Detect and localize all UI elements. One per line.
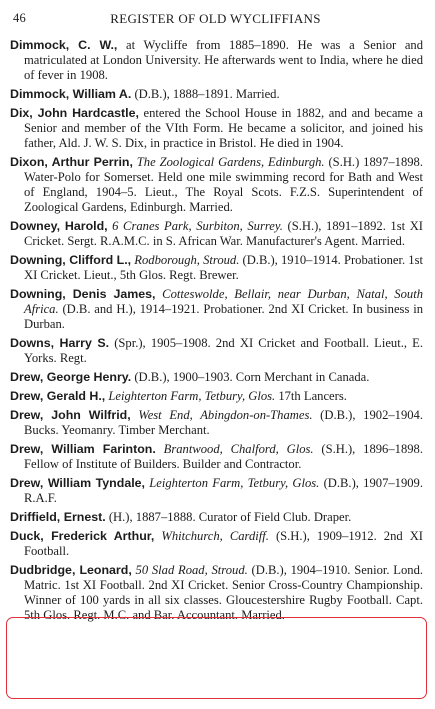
- entry-address: Whitchurch, Cardiff.: [154, 529, 269, 543]
- entry-name: Dixon, Arthur Perrin,: [10, 155, 133, 169]
- page-number: 46: [13, 11, 27, 25]
- entry-details: (D.B.), 1888–1891. Married.: [131, 87, 280, 101]
- page-header: [10, 11, 421, 29]
- register-entry: [10, 510, 423, 525]
- entry-details: (D.B.), 1900–1903. Corn Merchant in Canada.: [131, 370, 370, 384]
- register-entry: [10, 155, 423, 215]
- register-entry: [10, 253, 423, 283]
- register-entry: [10, 38, 423, 83]
- entry-details: (S.H.), 1896–1898. Fellow of Institute of Builders. Builder and Contractor.: [24, 442, 423, 471]
- entry-name: Drew, William Tyndale,: [10, 476, 145, 490]
- entry-name: Drew, William Farinton.: [10, 442, 156, 456]
- entry-address: Leighterton Farm, Tetbury, Glos.: [105, 389, 276, 403]
- entry-name: Drew, George Henry.: [10, 370, 132, 384]
- entry-address: Leighterton Farm, Tetbury, Glos.: [145, 476, 320, 490]
- entry-details: (S.H.), 1891–1892. 1st XI Cricket. Sergt. R.A.M.C. in S. African War. Manufacturer's Agent. Married.: [24, 219, 423, 248]
- entry-address: 50 Slad Road, Stroud.: [131, 563, 248, 577]
- register-entry-highlighted: [10, 563, 423, 623]
- running-title: REGISTER OF OLD WYCLIFFIANS: [110, 11, 321, 26]
- register-entry: [10, 408, 423, 438]
- entry-address: West End, Abingdon-on-Thames.: [130, 408, 313, 422]
- register-entry: [10, 87, 423, 102]
- entry-name: Dimmock, William A.: [10, 87, 132, 101]
- entry-details: (S.H.) 1897–1898. Water-Polo for Somerset. Held one mile swimming record for Bath and West of England, 1904–5. Lieut., The Royal Scots. F.Z.S. Superintendent of Zoological Gardens, Edinburgh. Married.: [24, 155, 423, 214]
- entry-name: Duck, Frederick Arthur,: [10, 529, 155, 543]
- entry-details: (D.B.), 1904–1910. Senior. Lond. Matric. 1st XI Football. 2nd XI Cricket. Senior Cross-Country Championship. Winner of 100 yards in all six classes. Gloucestershire Rugby Football. Capt. 5th Glos. Regt. M.C. and Bar. Accountant. Married.: [24, 563, 424, 622]
- highlight-box: [6, 617, 427, 699]
- entry-name: Dimmock, C. W.,: [10, 38, 118, 52]
- entry-name: Dix, John Hardcastle,: [10, 106, 139, 120]
- entry-address: Rodborough, Stroud.: [131, 253, 240, 267]
- register-entry: [10, 106, 423, 151]
- entry-details: 17th Lancers.: [275, 389, 347, 403]
- entry-name: Driffield, Ernest.: [10, 510, 106, 524]
- entry-details: (D.B.), 1910–1914. Probationer. 1st XI Cricket. Lieut., 5th Glos. Regt. Brewer.: [24, 253, 424, 282]
- entry-details: (D.B.), 1902–1904. Bucks. Yeomanry. Timber Merchant.: [24, 408, 424, 437]
- entry-details: (S.H.), 1909–1912. 2nd XI Football.: [24, 529, 423, 558]
- register-entry: [10, 370, 423, 385]
- entry-details: at Wycliffe from 1885–1890. He was a Senior and matriculated at London University. He afterwards went to India, where he died of fever in 1908.: [24, 38, 424, 82]
- entry-name: Downing, Denis James,: [10, 287, 156, 301]
- register-entry: [10, 389, 423, 404]
- register-entry: [10, 476, 423, 506]
- entry-name: Drew, John Wilfrid,: [10, 408, 131, 422]
- entry-name: Drew, Gerald H.,: [10, 389, 106, 403]
- entry-name: Downing, Clifford L.,: [10, 253, 132, 267]
- entry-address: 6 Cranes Park, Surbiton, Surrey.: [107, 219, 283, 233]
- entry-details: (D.B.), 1907–1909. R.A.F.: [24, 476, 423, 505]
- register-entry: [10, 336, 423, 366]
- entry-details: (D.B. and H.), 1914–1921. Probationer. 2nd XI Cricket. In business in Durban.: [24, 302, 423, 331]
- entry-name: Downs, Harry S.: [10, 336, 110, 350]
- entry-details: (H.), 1887–1888. Curator of Field Club. Draper.: [105, 510, 352, 524]
- entry-details: entered the School House in 1882, and and became a Senior and member of the VIth Form. He became a solicitor, and joined his father, Ald. J. W. S. Dix, in practice in Bristol. He died in 1904.: [24, 106, 423, 150]
- register-entry: [10, 287, 423, 332]
- register-entry: [10, 442, 423, 472]
- register-entries: [10, 38, 423, 627]
- entry-details: (Spr.), 1905–1908. 2nd XI Cricket and Football. Lieut., E. Yorks. Regt.: [24, 336, 424, 365]
- entry-address: Cotteswolde, Bellair, near Durban, Natal, South Africa.: [24, 287, 423, 316]
- entry-address: The Zoological Gardens, Edinburgh.: [132, 155, 325, 169]
- register-entry: [10, 529, 423, 559]
- entry-address: Brantwood, Chalford, Glos.: [155, 442, 314, 456]
- entry-name: Dudbridge, Leonard,: [10, 563, 132, 577]
- entry-name: Downey, Harold,: [10, 219, 108, 233]
- register-entry: [10, 219, 423, 249]
